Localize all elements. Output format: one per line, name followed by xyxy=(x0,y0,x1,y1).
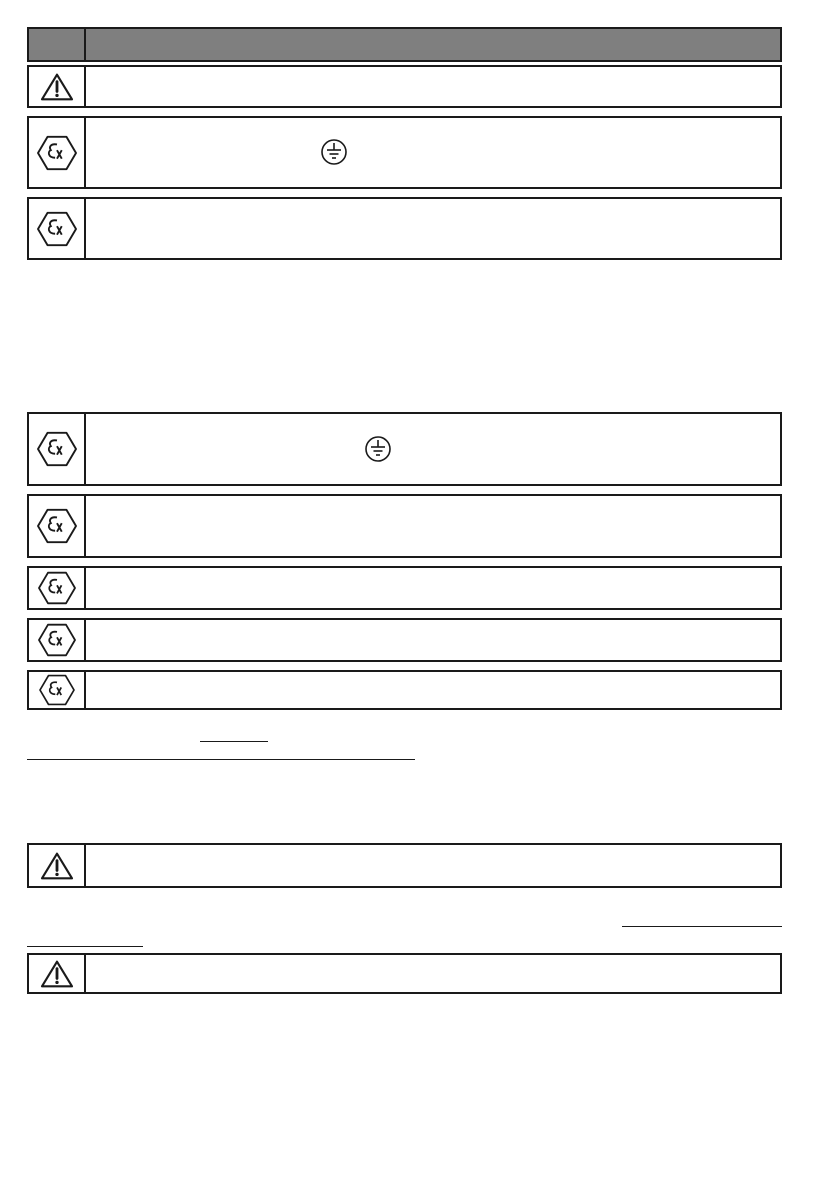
notice-text xyxy=(86,199,780,258)
notice-text xyxy=(86,620,780,660)
table-header-text-column xyxy=(86,29,780,60)
notice-box-warning-3 xyxy=(27,953,782,994)
table-header-row xyxy=(27,27,782,62)
notice-text xyxy=(86,67,780,106)
notice-box-warning-2 xyxy=(27,843,782,888)
notice-text xyxy=(86,568,780,608)
notice-box-ex-5 xyxy=(27,566,782,610)
earth-ground-icon xyxy=(319,137,349,167)
warning-icon xyxy=(39,959,75,989)
notice-text xyxy=(86,845,780,886)
notice-box-warning-1 xyxy=(27,65,782,108)
ex-icon xyxy=(36,134,78,172)
warning-icon xyxy=(39,72,75,102)
notice-icon-cell xyxy=(29,67,86,106)
earth-ground-icon xyxy=(363,434,393,464)
ex-icon xyxy=(36,507,78,545)
ex-icon xyxy=(36,210,78,248)
notice-box-ex-3 xyxy=(27,412,782,486)
notice-box-ex-7 xyxy=(27,670,782,710)
notice-icon-cell xyxy=(29,845,86,886)
table-header-icon-column xyxy=(29,29,86,60)
ex-icon xyxy=(36,430,78,468)
notice-box-ex-1 xyxy=(27,116,782,189)
ex-icon xyxy=(37,622,77,658)
notice-icon-cell xyxy=(29,496,86,556)
warning-icon xyxy=(39,851,75,881)
notice-box-ex-6 xyxy=(27,618,782,662)
notice-icon-cell xyxy=(29,199,86,258)
underline-link-fragment-4 xyxy=(27,946,143,947)
underline-link-fragment-2 xyxy=(27,759,415,760)
notice-text xyxy=(86,414,780,484)
notice-icon-cell xyxy=(29,118,86,187)
notice-text xyxy=(86,955,780,992)
notice-box-ex-2 xyxy=(27,197,782,260)
underline-link-fragment-3 xyxy=(622,926,782,927)
ex-icon xyxy=(37,570,77,606)
notice-icon-cell xyxy=(29,955,86,992)
underline-link-fragment-1 xyxy=(200,741,268,742)
notice-icon-cell xyxy=(29,620,86,660)
notice-text xyxy=(86,672,780,708)
notice-icon-cell xyxy=(29,414,86,484)
notice-icon-cell xyxy=(29,672,86,708)
ex-icon xyxy=(37,673,77,707)
notice-icon-cell xyxy=(29,568,86,608)
notice-box-ex-4 xyxy=(27,494,782,558)
notice-text xyxy=(86,118,780,187)
notice-text xyxy=(86,496,780,556)
